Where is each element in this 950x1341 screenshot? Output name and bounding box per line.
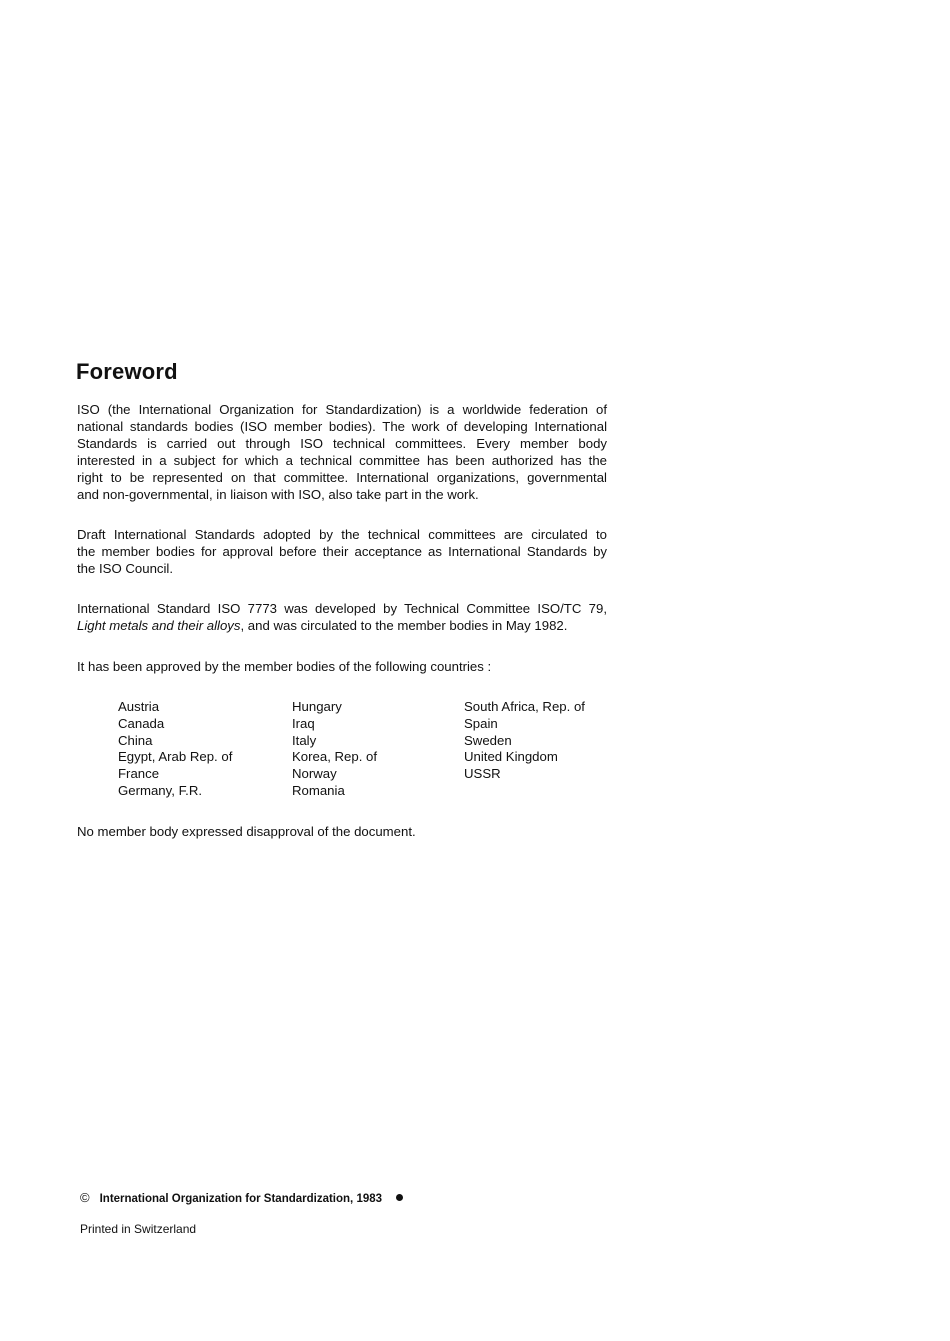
paragraph-line: the ISO Council. xyxy=(77,561,174,576)
copyright-text: International Organization for Standardization, 1983 xyxy=(99,1193,383,1205)
country-column-2 xyxy=(292,699,377,800)
paragraph-line: and non-governmental, in liaison with ISO, also take part in the work. xyxy=(77,487,479,502)
country-item: United Kingdom xyxy=(464,749,558,765)
paragraph-no-disapproval: No member body expressed disapproval of the document. xyxy=(77,824,416,839)
page-title: Foreword xyxy=(76,359,178,384)
country-item: Austria xyxy=(118,699,160,714)
paragraph-line: national standards bodies (ISO member bodies). The work of developing International xyxy=(77,419,607,434)
country-item: Germany, F.R. xyxy=(118,782,203,798)
printed-location: Printed in Switzerland xyxy=(80,1222,197,1236)
copyright-notice xyxy=(80,1190,403,1207)
country-item: Canada xyxy=(118,715,165,731)
country-item: Spain xyxy=(464,715,498,731)
committee-title: Light metals and their alloys xyxy=(77,618,241,633)
paragraph-standard-development xyxy=(77,600,607,634)
country-column-3 xyxy=(464,699,585,783)
copyright-icon: © xyxy=(80,1190,90,1205)
paragraph-line-rest: , and was circulated to the member bodies in May 1982. xyxy=(240,618,568,633)
paragraph-line: ISO (the International Organization for Standardization) is a worldwide federation of xyxy=(77,402,607,417)
country-item: Sweden xyxy=(464,732,512,748)
bullet-dot-icon xyxy=(396,1194,403,1201)
country-item: China xyxy=(118,732,153,748)
paragraph-line: right to be represented on that committee. International organizations, governmental xyxy=(77,470,607,485)
paragraph-line: the member bodies for approval before their acceptance as International Standards by xyxy=(77,544,607,559)
country-item: Romania xyxy=(292,782,345,798)
country-item: South Africa, Rep. of xyxy=(464,699,585,714)
paragraph-draft-standards xyxy=(77,526,607,577)
paragraph-line: International Standard ISO 7773 was developed by Technical Committee ISO/TC 79, xyxy=(77,601,607,616)
country-item: Korea, Rep. of xyxy=(292,749,378,765)
paragraph-line: Standards is carried out through ISO technical committees. Every member body xyxy=(77,436,607,451)
paragraph-iso-intro xyxy=(77,401,607,503)
country-item: Italy xyxy=(292,732,317,748)
country-item: Norway xyxy=(292,766,337,782)
paragraph-line: interested in a subject for which a technical committee has been authorized has the xyxy=(77,453,607,468)
country-item: France xyxy=(118,766,160,782)
country-column-1 xyxy=(118,699,232,800)
paragraph-approval-intro: It has been approved by the member bodies of the following countries : xyxy=(77,659,492,674)
paragraph-line xyxy=(77,617,607,634)
country-list xyxy=(118,699,618,809)
country-item: Hungary xyxy=(292,699,342,714)
country-item: USSR xyxy=(464,766,501,782)
country-item: Egypt, Arab Rep. of xyxy=(118,749,233,765)
country-item: Iraq xyxy=(292,715,315,731)
paragraph-line: Draft International Standards adopted by the technical committees are circulated to xyxy=(77,527,607,542)
